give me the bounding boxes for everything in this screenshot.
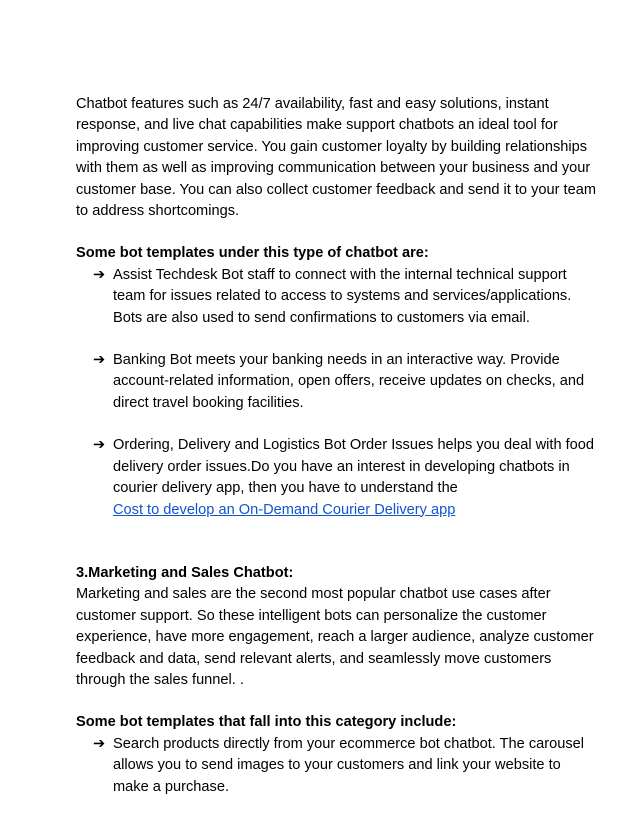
spacer bbox=[76, 691, 596, 712]
list-item-text: Ordering, Delivery and Logistics Bot Order Issues helps you deal with food delivery order issues.Do you have an interest in developing chatbots in courier delivery app, then you have to understand the bbox=[113, 437, 595, 497]
list-item bbox=[76, 350, 596, 414]
document-content bbox=[76, 94, 596, 798]
section2-title: 3.Marketing and Sales Chatbot: bbox=[76, 564, 294, 581]
spacer bbox=[76, 222, 596, 243]
courier-delivery-cost-link[interactable]: Cost to develop an On-Demand Courier Delivery app bbox=[113, 501, 456, 518]
arrow-bullet-icon: ➔ bbox=[93, 735, 106, 752]
intro-paragraph: Chatbot features such as 24/7 availability, fast and easy solutions, instant response, and live chat capabilities make support chatbots an ideal tool for improving customer service. You gain customer loyalty by building relationships with them as well as improving communication between your business and your customer base. You can also collect customer feedback and send it to your team to address shortcomings. bbox=[76, 96, 596, 220]
arrow-bullet-icon: ➔ bbox=[93, 437, 106, 454]
list-item bbox=[76, 435, 596, 521]
list-item-text: Banking Bot meets your banking needs in an interactive way. Provide account-related information, open offers, receive updates on checks, and direct travel booking facilities. bbox=[113, 352, 585, 411]
list-item-text: Assist Techdesk Bot staff to connect with the internal technical support team for issues related to access to systems and services/applications. Bots are also used to send confirmations to customers via email. bbox=[113, 266, 572, 326]
section3-list bbox=[76, 734, 596, 798]
spacer bbox=[76, 521, 596, 563]
list-item bbox=[76, 265, 596, 329]
arrow-bullet-icon: ➔ bbox=[93, 266, 106, 283]
section2-body: Marketing and sales are the second most popular chatbot use cases after customer support. So these intelligent bots can personalize the customer experience, have more engagement, reach a larger audience, analyze customer feedback and data, send relevant alerts, and seamlessly move customers through the sales funnel. . bbox=[76, 586, 594, 688]
arrow-bullet-icon: ➔ bbox=[93, 352, 106, 369]
list-item bbox=[76, 734, 596, 798]
list-item-text: Search products directly from your ecommerce bot chatbot. The carousel allows you to send images to your customers and link your website to make a purchase. bbox=[113, 735, 584, 795]
section1-heading: Some bot templates under this type of chatbot are: bbox=[76, 245, 429, 262]
section3-heading: Some bot templates that fall into this category include: bbox=[76, 714, 457, 731]
section1-list bbox=[76, 265, 596, 521]
